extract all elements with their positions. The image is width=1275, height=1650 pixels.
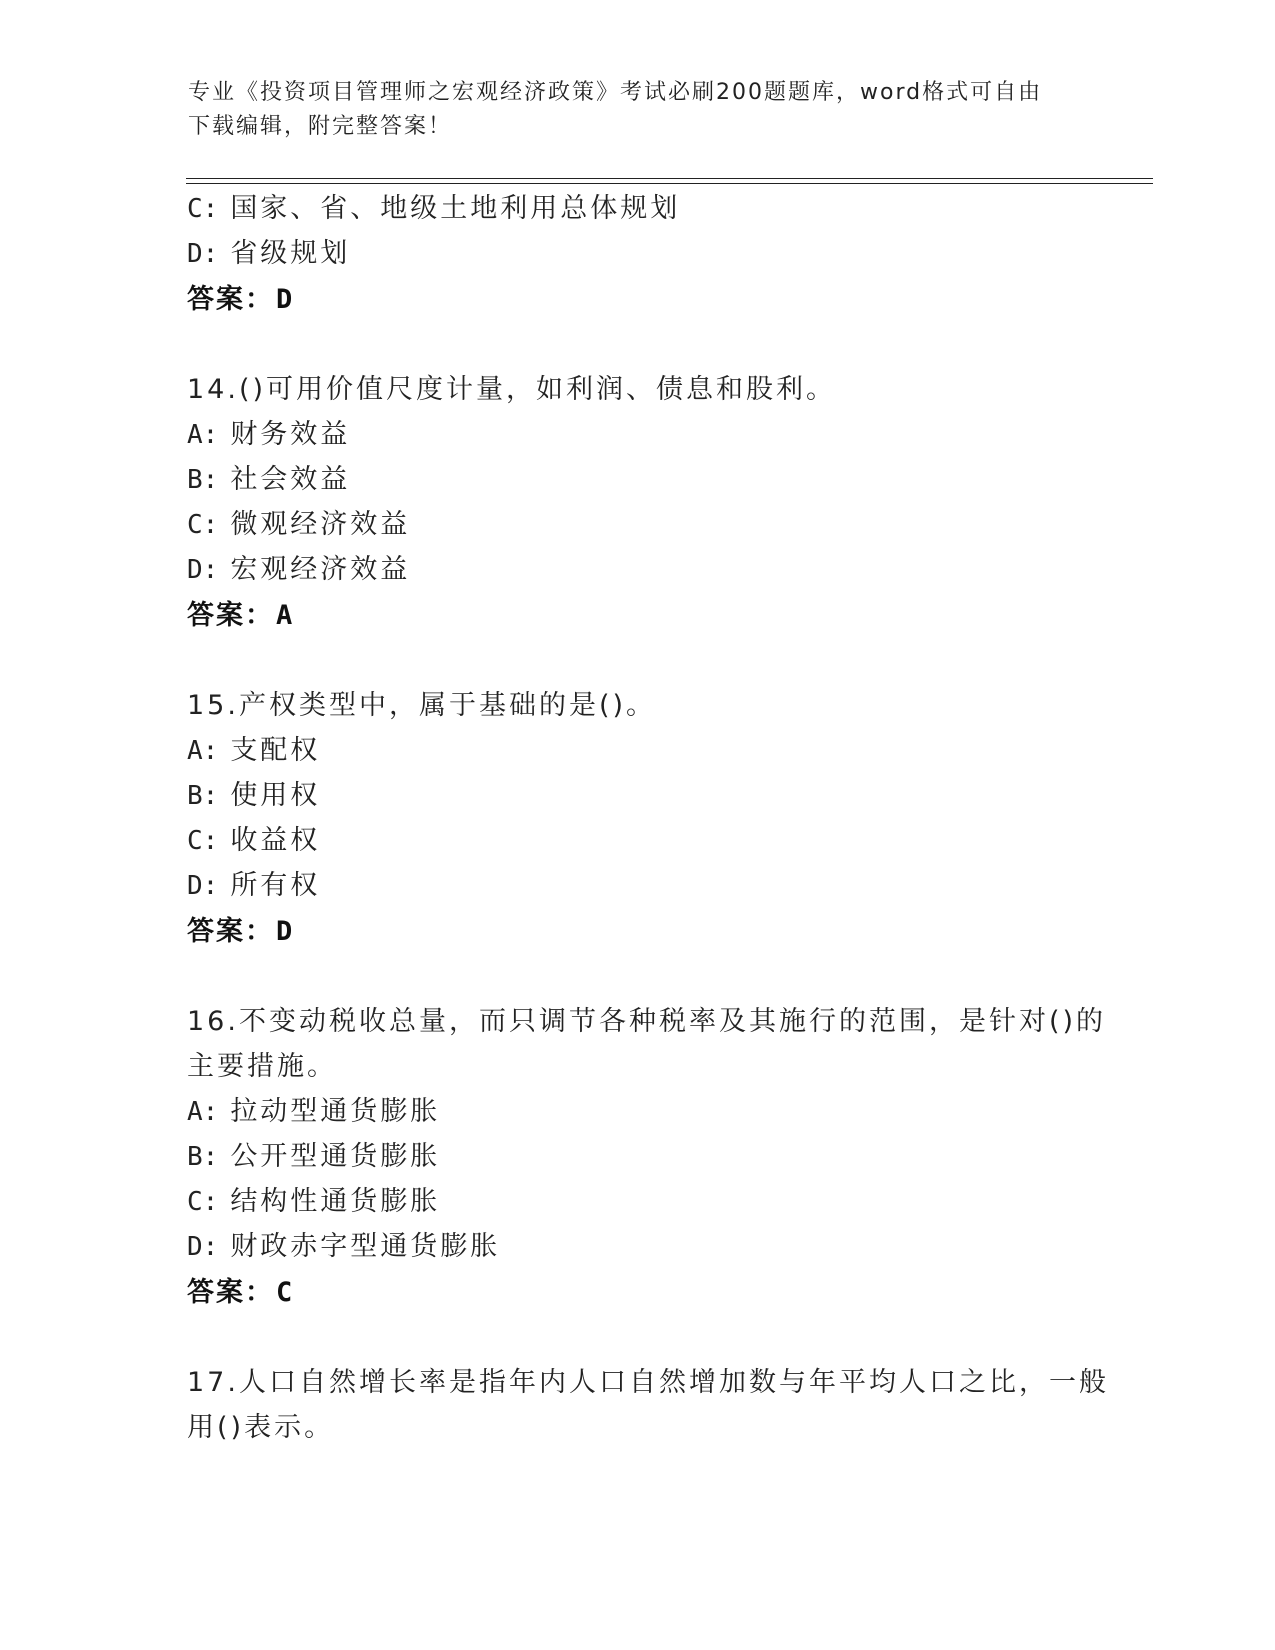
q15-option-a-text: 支配权 bbox=[230, 735, 321, 766]
header-line-2: 下载编辑，附完整答案！ bbox=[188, 114, 453, 139]
q14-option-d bbox=[187, 547, 410, 586]
q16-option-a-label: A: bbox=[187, 1097, 219, 1127]
q14-option-d-text: 宏观经济效益 bbox=[230, 554, 411, 585]
q15-option-d-label: D: bbox=[187, 871, 219, 901]
q14-answer-label: 答案： bbox=[187, 600, 274, 631]
q13-answer bbox=[187, 277, 294, 316]
q16-option-a bbox=[187, 1089, 440, 1128]
q16-option-d bbox=[187, 1224, 500, 1263]
q16-option-a-text: 拉动型通货膨胀 bbox=[230, 1096, 441, 1127]
q14-option-d-label: D: bbox=[187, 555, 219, 585]
q13-option-c bbox=[187, 186, 680, 225]
q14-stem: 14.()可用价值尺度计量，如利润、债息和股利。 bbox=[187, 374, 837, 405]
q15-option-c-label: C: bbox=[187, 826, 219, 856]
header-rule-bottom bbox=[186, 183, 1153, 184]
q16-option-c-text: 结构性通货膨胀 bbox=[230, 1186, 441, 1217]
q14-option-c-label: C: bbox=[187, 510, 219, 540]
q16-stem-line-2: 主要措施。 bbox=[187, 1051, 337, 1082]
q14-option-a-text: 财务效益 bbox=[230, 419, 351, 450]
q16-answer-label: 答案： bbox=[187, 1277, 274, 1308]
q14-option-b-text: 社会效益 bbox=[230, 464, 351, 495]
q14-answer-value: A bbox=[276, 600, 295, 631]
q15-option-c-text: 收益权 bbox=[230, 825, 321, 856]
q15-option-d-text: 所有权 bbox=[230, 870, 321, 901]
q16-stem-line-1: 16.不变动税收总量，而只调节各种税率及其施行的范围，是针对()的 bbox=[187, 1006, 1107, 1037]
q16-answer-value: C bbox=[276, 1277, 295, 1308]
q14-option-b bbox=[187, 457, 350, 496]
q13-option-d bbox=[187, 231, 350, 270]
q16-option-b bbox=[187, 1134, 440, 1173]
q16-option-c bbox=[187, 1179, 440, 1218]
q15-option-d bbox=[187, 863, 320, 902]
q13-option-d-label: D: bbox=[187, 239, 219, 269]
q15-answer-value: D bbox=[276, 916, 295, 947]
q14-option-a-label: A: bbox=[187, 420, 219, 450]
q16-option-b-text: 公开型通货膨胀 bbox=[230, 1141, 441, 1172]
q16-option-b-label: B: bbox=[187, 1142, 219, 1172]
q14-option-b-label: B: bbox=[187, 465, 219, 495]
q17-stem-line-2: 用()表示。 bbox=[187, 1412, 335, 1443]
q15-answer-label: 答案： bbox=[187, 916, 274, 947]
q13-option-c-text: 国家、省、地级土地利用总体规划 bbox=[230, 193, 681, 224]
q15-stem: 15.产权类型中，属于基础的是()。 bbox=[187, 690, 657, 721]
q15-option-a-label: A: bbox=[187, 736, 219, 766]
q16-answer bbox=[187, 1270, 294, 1309]
document-header bbox=[188, 76, 1068, 144]
q13-option-d-text: 省级规划 bbox=[230, 238, 351, 269]
q13-answer-label: 答案： bbox=[187, 284, 274, 315]
q14-answer bbox=[187, 593, 294, 632]
q13-option-c-label: C: bbox=[187, 194, 219, 224]
q14-option-c bbox=[187, 502, 410, 541]
q17-stem-line-1: 17.人口自然增长率是指年内人口自然增加数与年平均人口之比，一般 bbox=[187, 1367, 1109, 1398]
q14-option-c-text: 微观经济效益 bbox=[230, 509, 411, 540]
q15-answer bbox=[187, 909, 294, 948]
q15-option-b-text: 使用权 bbox=[230, 780, 321, 811]
q15-option-c bbox=[187, 818, 320, 857]
q15-option-b bbox=[187, 773, 320, 812]
q16-option-d-text: 财政赤字型通货膨胀 bbox=[230, 1231, 501, 1262]
q15-option-a bbox=[187, 728, 320, 767]
q16-option-c-label: C: bbox=[187, 1187, 219, 1217]
q16-option-d-label: D: bbox=[187, 1232, 219, 1262]
q13-answer-value: D bbox=[276, 284, 295, 315]
q14-option-a bbox=[187, 412, 350, 451]
header-rule-top bbox=[186, 178, 1153, 179]
q15-option-b-label: B: bbox=[187, 781, 219, 811]
header-line-1: 专业《投资项目管理师之宏观经济政策》考试必刷200题题库，word格式可自由 bbox=[188, 80, 1043, 105]
